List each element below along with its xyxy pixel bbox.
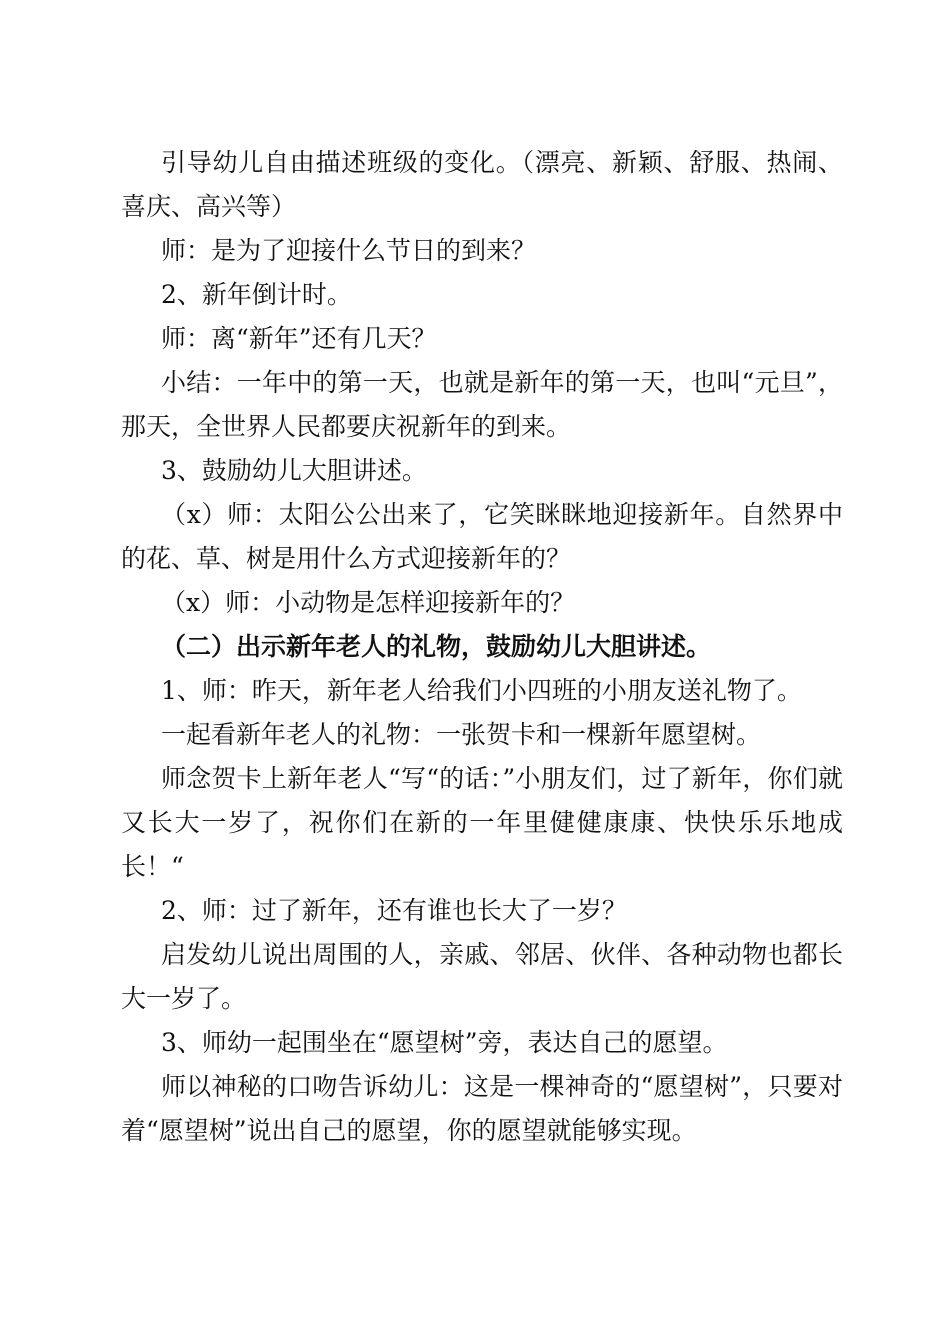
paragraph-summary: 小结：一年中的第一天，也就是新年的第一天，也叫“元旦”，那天，全世界人民都要庆祝新年的到来。 <box>121 368 843 441</box>
paragraph-grow-question: 2、师：过了新年，还有谁也长大了一岁？ <box>161 896 627 925</box>
paragraph-days-question: 师：离“新年”还有几天？ <box>161 324 437 353</box>
section-heading-gifts: （二）出示新年老人的礼物，鼓励幼儿大胆讲述。 <box>161 632 712 661</box>
paragraph-countdown-heading: 2、新年倒计时。 <box>161 280 352 309</box>
paragraph-card-message: 师念贺卡上新年老人“写“的话：”小朋友们，过了新年，你们就又长大一岁了，祝你们在新的一年里健健康康、快快乐乐地成长！“ <box>121 764 843 881</box>
paragraph-wish-tree-explanation: 师以神秘的口吻告诉幼儿：这是一棵神奇的“愿望树”，只要对着“愿望树”说出自己的愿望，你的愿望就能够实现。 <box>121 1072 843 1145</box>
paragraph-class-changes: 引导幼儿自由描述班级的变化。（漂亮、新颖、舒服、热闹、喜庆、高兴等） <box>121 148 843 221</box>
paragraph-grow-answer: 启发幼儿说出周围的人，亲戚、邻居、伙伴、各种动物也都长大一岁了。 <box>121 940 843 1013</box>
paragraph-festival-question: 师：是为了迎接什么节日的到来？ <box>161 236 537 265</box>
paragraph-encourage-heading: 3、鼓励幼儿大胆讲述。 <box>161 456 427 485</box>
paragraph-gift-intro: 1、师：昨天，新年老人给我们小四班的小朋友送礼物了。 <box>161 676 802 705</box>
paragraph-wish-tree-heading: 3、师幼一起围坐在“愿望树”旁，表达自己的愿望。 <box>161 1028 728 1057</box>
paragraph-animals-question: （x）师：小动物是怎样迎接新年的？ <box>161 588 576 617</box>
paragraph-gift-items: 一起看新年老人的礼物：一张贺卡和一棵新年愿望树。 <box>161 720 762 749</box>
paragraph-sun-question: （x）师：太阳公公出来了，它笑眯眯地迎接新年。自然界中的花、草、树是用什么方式迎接新年的？ <box>121 500 843 573</box>
document-body <box>121 141 843 1153</box>
